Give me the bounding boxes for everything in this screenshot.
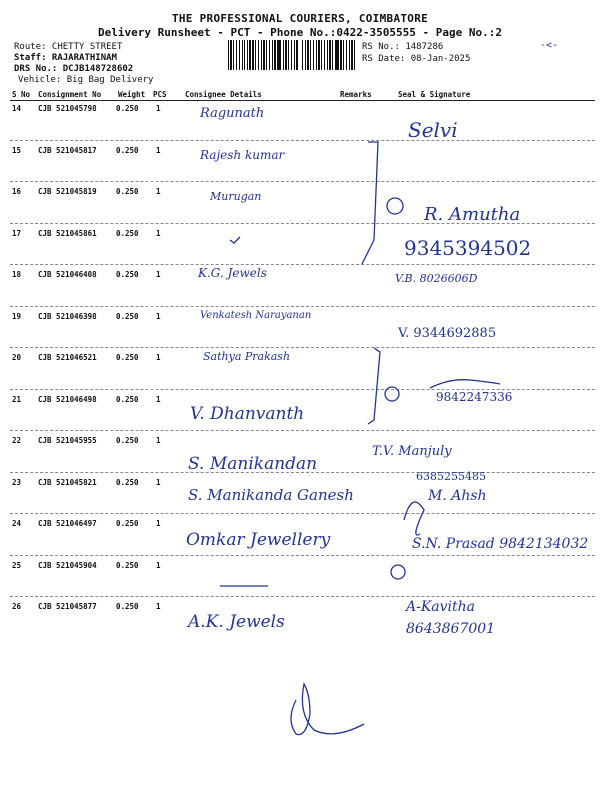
row-weight: 0.250 bbox=[116, 560, 139, 570]
row-pcs: 1 bbox=[156, 228, 161, 238]
seal-hw-16: R. Amutha bbox=[424, 204, 521, 225]
row-pcs: 1 bbox=[156, 104, 161, 113]
consignee-hw-20: Sathya Prakash bbox=[203, 350, 291, 363]
seal-hw-26: A-Kavitha 8643867001 bbox=[406, 599, 496, 637]
col-consignee: Consignee Details bbox=[185, 90, 262, 99]
row-pcs: 1 bbox=[156, 560, 161, 570]
row-sno: 15 bbox=[12, 145, 22, 155]
row-pcs: 1 bbox=[156, 187, 161, 196]
row-weight: 0.250 bbox=[116, 270, 139, 279]
company-title: THE PROFESSIONAL COURIERS, COIMBATORE bbox=[171, 12, 429, 25]
row-sno: 26 bbox=[12, 602, 22, 611]
col-remarks: Remarks bbox=[340, 90, 372, 99]
row-sno: 22 bbox=[12, 436, 22, 445]
col-sno: S No bbox=[12, 90, 31, 99]
col-seal: Seal & Signature bbox=[398, 90, 471, 99]
seal-hw-17: 9345394502 bbox=[404, 236, 532, 260]
row-weight: 0.250 bbox=[116, 104, 139, 113]
row-consignment: CJB 521046398 bbox=[38, 311, 97, 321]
vehicle-label: Vehicle: Big Bag Delivery bbox=[18, 75, 154, 85]
row-weight: 0.250 bbox=[116, 353, 139, 362]
runsheet-subtitle: Delivery Runsheet - PCT - Phone No.:0422-3505555 - Page No.:2 bbox=[98, 26, 502, 39]
consignee-hw-24: S. Manikanda Ganesh bbox=[188, 486, 354, 504]
row-consignment: CJB 521045821 bbox=[38, 477, 97, 487]
final-signature bbox=[291, 684, 364, 735]
row-sno: 14 bbox=[12, 104, 22, 113]
row-consignment: CJB 521046521 bbox=[38, 353, 97, 362]
row-consignment: CJB 521046408 bbox=[38, 270, 97, 279]
signature-flourish-21 bbox=[430, 380, 500, 388]
consignee-hw-16: Murugan bbox=[210, 190, 262, 203]
row-consignment: CJB 521045877 bbox=[38, 602, 97, 611]
signature-flourish-25 bbox=[404, 502, 424, 535]
row-pcs: 1 bbox=[156, 436, 161, 445]
row-sno: 19 bbox=[12, 311, 22, 321]
staff-label: Staff: RAJARATHINAM bbox=[14, 53, 117, 63]
row-pcs: 1 bbox=[156, 145, 161, 155]
row-pcs: 1 bbox=[156, 477, 161, 487]
row-weight: 0.250 bbox=[116, 519, 139, 528]
row-consignment: CJB 521045819 bbox=[38, 187, 97, 196]
row-consignment: CJB 521045817 bbox=[38, 145, 97, 155]
consignee-hw-18: K.G. Jewels bbox=[198, 266, 267, 280]
row-pcs: 1 bbox=[156, 394, 161, 404]
seal-hw-23: 6385255485 bbox=[416, 470, 486, 483]
col-weight: Weight bbox=[118, 90, 146, 99]
consignee-hw-21: V. Dhanvanth bbox=[190, 404, 305, 424]
seal-hw-24: M. Ahsh bbox=[428, 488, 487, 504]
row-sno: 20 bbox=[12, 353, 22, 362]
row-pcs: 1 bbox=[156, 519, 161, 528]
row-sno: 18 bbox=[12, 270, 22, 279]
row-weight: 0.250 bbox=[116, 394, 139, 404]
row-sno: 25 bbox=[12, 560, 22, 570]
row-consignment: CJB 521046497 bbox=[38, 519, 97, 528]
seal-hw-18: V.B. 8026606D bbox=[395, 272, 478, 285]
row-pcs: 1 bbox=[156, 311, 161, 321]
row-sno: 23 bbox=[12, 477, 22, 487]
circle-mark-2 bbox=[385, 387, 399, 401]
row-sno: 24 bbox=[12, 519, 22, 528]
row-weight: 0.250 bbox=[116, 228, 139, 238]
seal-hw-25: S.N. Prasad 9842134032 bbox=[412, 536, 589, 552]
row-sno: 17 bbox=[12, 228, 22, 238]
rs-date: RS Date: 08-Jan-2025 bbox=[362, 54, 471, 64]
col-pcs: PCS bbox=[153, 90, 167, 99]
row-weight: 0.250 bbox=[116, 187, 139, 196]
row-sno: 16 bbox=[12, 187, 22, 196]
row-weight: 0.250 bbox=[116, 602, 139, 611]
row-weight: 0.250 bbox=[116, 436, 139, 445]
circle-mark-1 bbox=[387, 198, 403, 214]
row-weight: 0.250 bbox=[116, 145, 139, 155]
consignee-hw-14: Ragunath bbox=[200, 106, 265, 121]
consignee-hw-25: Omkar Jewellery bbox=[186, 530, 331, 550]
row-consignment: CJB 521046498 bbox=[38, 394, 97, 404]
consignee-hw-19: Venkatesh Narayanan bbox=[200, 310, 312, 321]
row-weight: 0.250 bbox=[116, 311, 139, 321]
route-label: Route: CHETTY STREET bbox=[14, 42, 123, 52]
consignee-hw-26: A.K. Jewels bbox=[188, 612, 285, 632]
consignee-hw-23: S. Manikandan bbox=[188, 454, 318, 474]
row-consignment: CJB 521045955 bbox=[38, 436, 97, 445]
row-consignment: CJB 521045861 bbox=[38, 228, 97, 238]
consignee-hw-15: Rajesh kumar bbox=[200, 148, 285, 162]
row-pcs: 1 bbox=[156, 270, 161, 279]
row-consignment: CJB 521045904 bbox=[38, 560, 97, 570]
corner-mark: -<- bbox=[540, 40, 559, 51]
seal-hw-19: V. 9344692885 bbox=[398, 326, 497, 341]
check-mark bbox=[230, 237, 240, 243]
seal-hw-21: 9842247336 bbox=[436, 390, 513, 404]
row-consignment: CJB 521045798 bbox=[38, 104, 97, 113]
circle-mark-3 bbox=[391, 565, 405, 579]
bracket-stroke-1 bbox=[362, 142, 378, 264]
col-consignment: Consignment No bbox=[38, 90, 102, 99]
row-pcs: 1 bbox=[156, 353, 161, 362]
seal-hw-22: T.V. Manjuly bbox=[372, 444, 452, 459]
seal-hw-14: Selvi bbox=[408, 118, 458, 142]
bracket-stroke-2 bbox=[368, 348, 380, 424]
rs-number: RS No.: 1487286 bbox=[362, 42, 444, 52]
row-sno: 21 bbox=[12, 394, 22, 404]
row-pcs: 1 bbox=[156, 602, 161, 611]
drs-number: DRS No.: DCJB148728602 bbox=[14, 64, 134, 74]
row-weight: 0.250 bbox=[116, 477, 139, 487]
